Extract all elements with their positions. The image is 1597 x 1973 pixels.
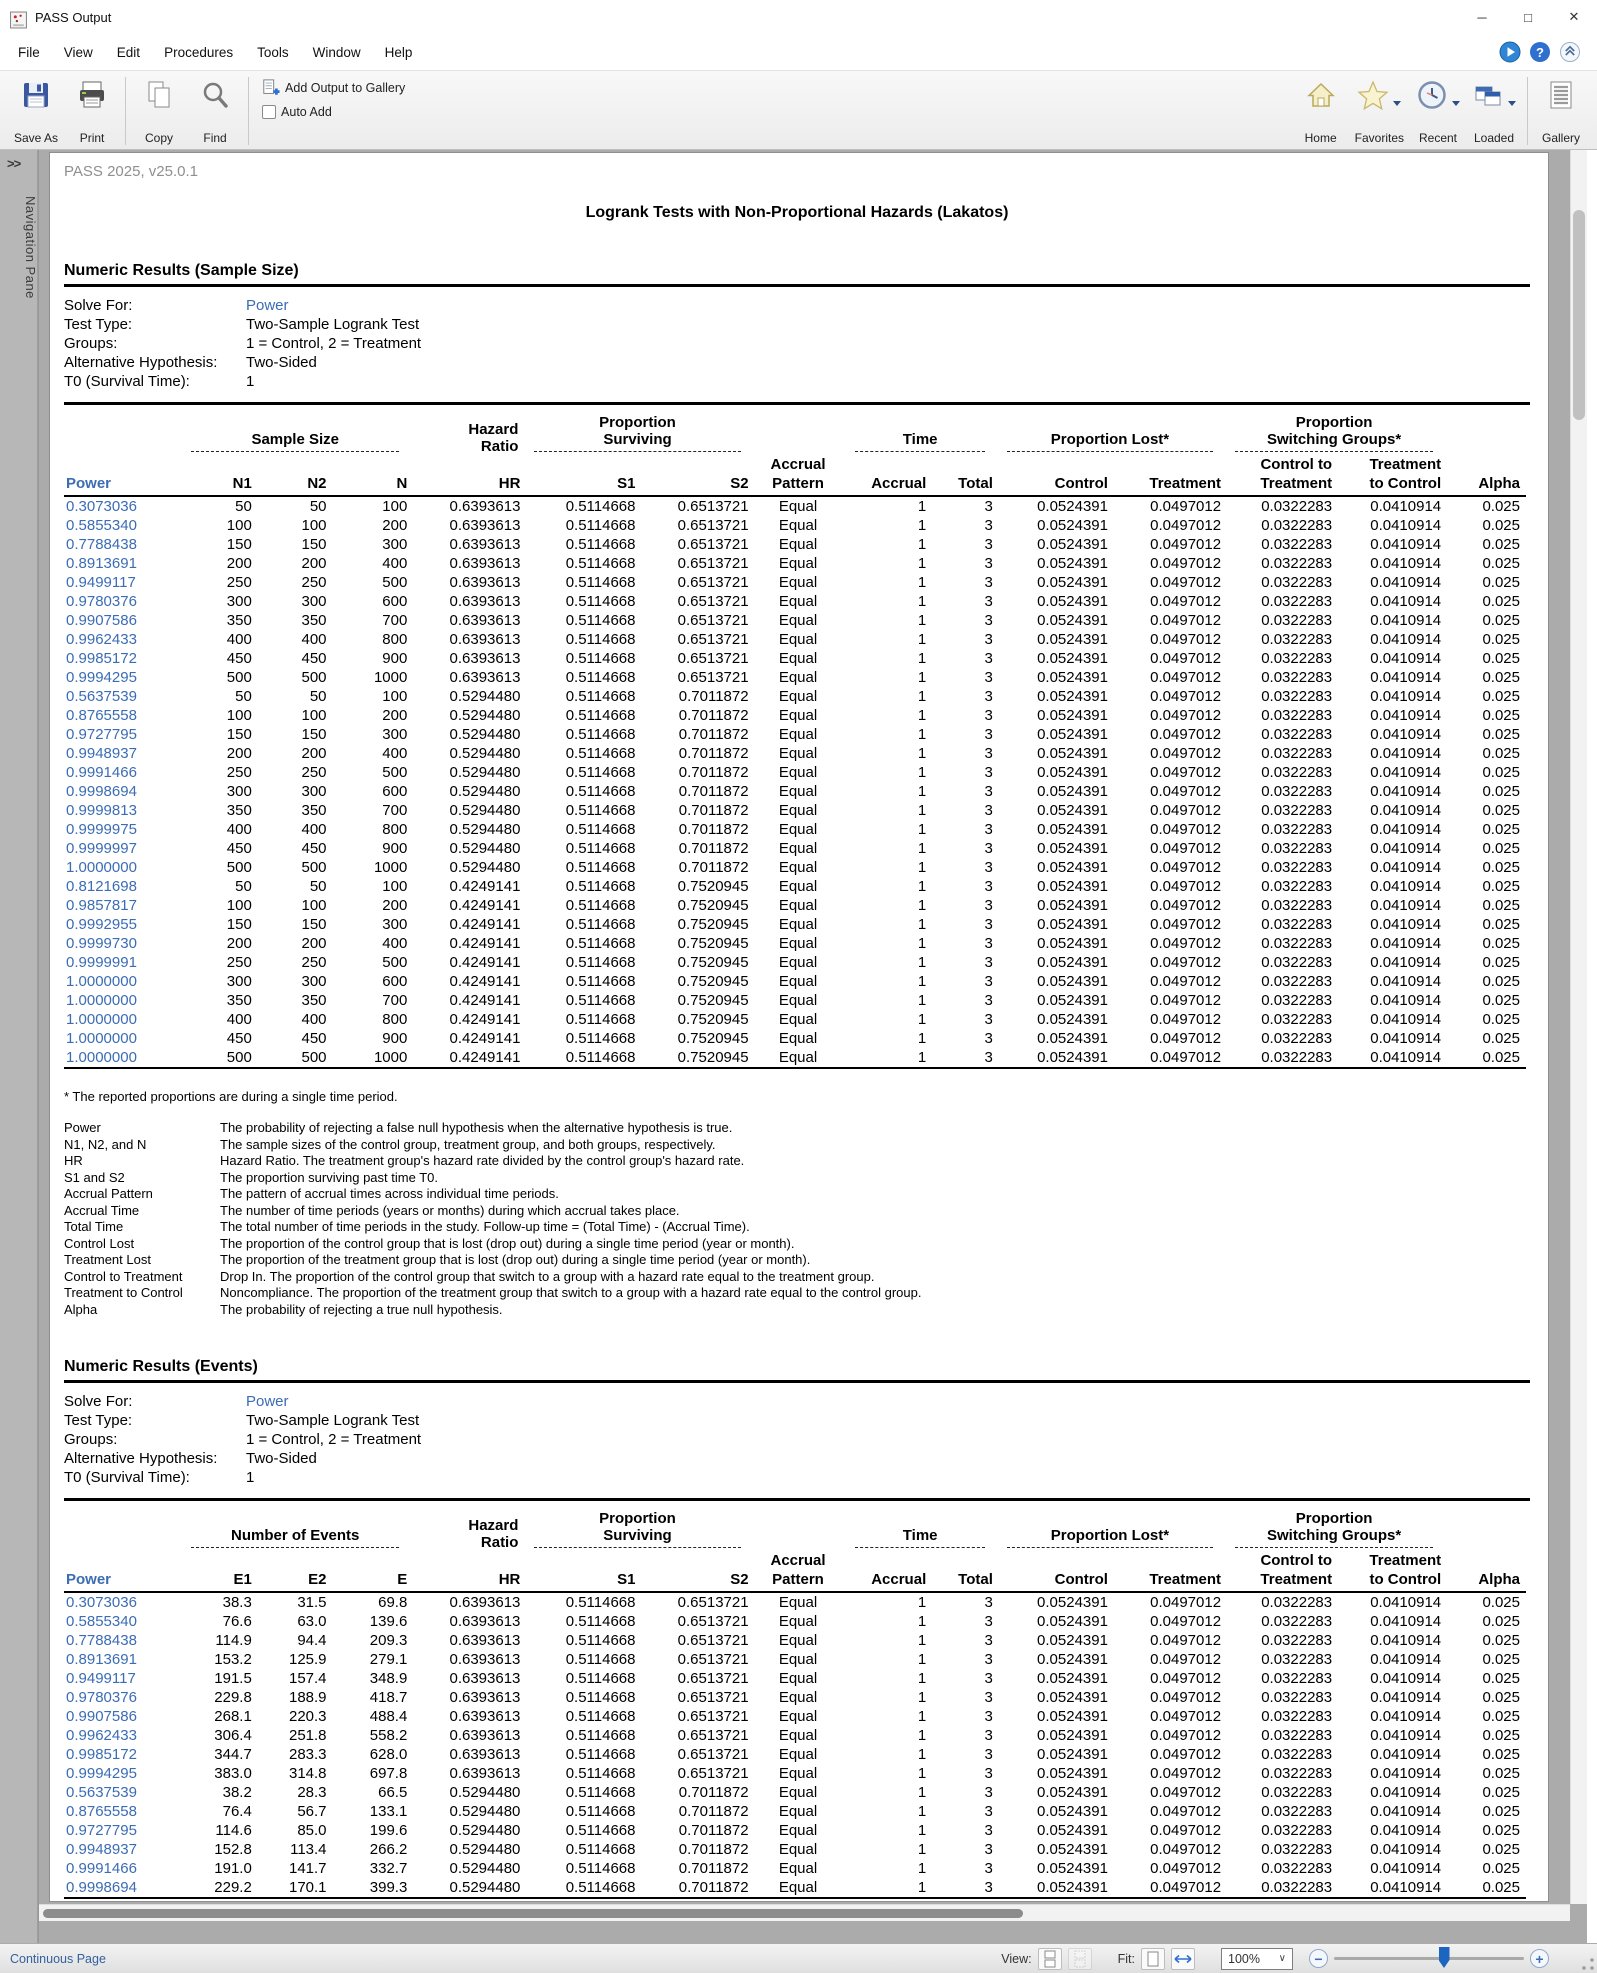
column-group-header: Hazard Ratio xyxy=(468,421,519,455)
table-row: 0.9780376 300 300 600 0.6393613 0.5114668 0.6513721 Equal 1 3 0.0524391 0.0497012 0.0322283 0.0410914 0.025 xyxy=(66,593,1520,610)
definition-row xyxy=(64,1252,1530,1269)
column-group-header: Number of Events xyxy=(183,1510,413,1551)
parameter-label: Test Type: xyxy=(64,1412,133,1429)
zoom-out-icon[interactable]: − xyxy=(1309,1949,1328,1968)
column-header: HR xyxy=(413,455,526,496)
windows-icon xyxy=(1472,79,1504,111)
menu-file[interactable]: File xyxy=(18,44,40,60)
parameter-row xyxy=(64,372,1530,391)
table-row: 0.9499117 250 250 500 0.6393613 0.5114668 0.6513721 Equal 1 3 0.0524391 0.0497012 0.0322283 0.0410914 0.025 xyxy=(66,574,1520,591)
parameter-row xyxy=(64,353,1530,372)
column-header: N1 xyxy=(183,455,258,496)
auto-add-option xyxy=(262,105,405,119)
definition-description: The sample sizes of the control group, treatment group, and both groups, respectively. xyxy=(220,1136,716,1152)
parameter-row xyxy=(64,1449,1530,1468)
column-group-header: Proportion Surviving xyxy=(526,414,754,455)
menu-bar xyxy=(0,34,1597,70)
collapse-ribbon-icon[interactable] xyxy=(1559,41,1581,63)
table-row: 0.9985172 344.7 283.3 628.0 0.6393613 0.5114668 0.6513721 Equal 1 3 0.0524391 0.0497012 0.0322283 0.0410914 0.025 xyxy=(66,1746,1520,1763)
gallery-button[interactable]: Gallery xyxy=(1533,75,1589,147)
navigation-pane-label: Navigation Pane xyxy=(23,196,38,299)
column-header: Treatment to Control xyxy=(1338,455,1447,496)
column-group-header xyxy=(755,414,848,455)
parameter-list xyxy=(64,296,1530,391)
app-icon[interactable] xyxy=(10,9,27,26)
column-header: Treatment to Control xyxy=(1338,1551,1447,1592)
menu-procedures[interactable]: Procedures xyxy=(164,44,234,60)
table-row: 0.5855340 76.6 63.0 139.6 0.6393613 0.5114668 0.6513721 Equal 1 3 0.0524391 0.0497012 0.0322283 0.0410914 0.025 xyxy=(66,1613,1520,1630)
print-icon xyxy=(76,79,108,111)
definition-row xyxy=(64,1219,1530,1236)
definition-term: Control Lost xyxy=(64,1235,135,1251)
table-row: 0.9857817 100 100 200 0.4249141 0.5114668 0.7520945 Equal 1 3 0.0524391 0.0497012 0.0322283 0.0410914 0.025 xyxy=(66,897,1520,914)
definition-term: Accrual Pattern xyxy=(64,1186,153,1201)
column-group-header xyxy=(755,1510,848,1551)
gallery-icon xyxy=(1545,79,1577,111)
help-icon[interactable] xyxy=(1529,41,1551,63)
table-row: 0.9499117 191.5 157.4 348.9 0.6393613 0.5114668 0.6513721 Equal 1 3 0.0524391 0.0497012 0.0322283 0.0410914 0.025 xyxy=(66,1670,1520,1687)
table-row: 0.9985172 450 450 900 0.6393613 0.5114668 0.6513721 Equal 1 3 0.0524391 0.0497012 0.0322283 0.0410914 0.025 xyxy=(66,650,1520,667)
parameter-value: 1 = Control, 2 = Treatment xyxy=(246,1431,422,1448)
definition-row xyxy=(64,1269,1530,1286)
table-row: 0.9999991 250 250 500 0.4249141 0.5114668 0.7520945 Equal 1 3 0.0524391 0.0497012 0.0322283 0.0410914 0.025 xyxy=(66,954,1520,971)
definition-description: The probability of rejecting a false null hypothesis when the alternative hypothesis is true. xyxy=(220,1120,733,1135)
parameter-value: Two-Sample Logrank Test xyxy=(246,1412,420,1429)
home-icon xyxy=(1305,79,1337,111)
chevron-down-icon[interactable] xyxy=(1393,101,1401,106)
add-output-label: Add Output to Gallery xyxy=(285,81,406,95)
definition-description: Hazard Ratio. The treatment group's hazard rate divided by the control group's hazard rate. xyxy=(220,1153,745,1168)
main-area xyxy=(0,150,1597,1943)
definition-description: The proportion of the control group that is lost (drop out) during a single time period (year or month). xyxy=(220,1235,795,1251)
column-header: Accrual Pattern xyxy=(755,455,848,496)
toolbar-separator xyxy=(248,77,249,145)
column-header: Alpha xyxy=(1447,455,1526,496)
table-row: 1.0000000 300 300 600 0.4249141 0.5114668 0.7520945 Equal 1 3 0.0524391 0.0497012 0.0322283 0.0410914 0.025 xyxy=(66,973,1520,990)
definition-description: The proportion surviving past time T0. xyxy=(220,1169,438,1185)
definition-row xyxy=(64,1186,1530,1203)
run-icon[interactable] xyxy=(1499,41,1521,63)
horizontal-scrollbar[interactable] xyxy=(39,1904,1570,1921)
horizontal-rule xyxy=(64,284,1530,287)
copy-icon xyxy=(143,79,175,111)
definition-description: Drop In. The proportion of the control group that switch to a group with a hazard rate equal to the treatment group. xyxy=(220,1268,875,1284)
table-row: 0.9907586 350 350 700 0.6393613 0.5114668 0.6513721 Equal 1 3 0.0524391 0.0497012 0.0322283 0.0410914 0.025 xyxy=(66,612,1520,629)
column-header: Accrual xyxy=(847,1551,932,1592)
output-page xyxy=(49,152,1549,1902)
definition-term: Treatment to Control xyxy=(64,1285,183,1300)
column-group-header: Proportion Surviving xyxy=(526,1510,754,1551)
view-single-page-icon[interactable] xyxy=(1068,1948,1092,1970)
copy-button[interactable]: Copy xyxy=(131,75,187,147)
column-group-header: Proportion Lost* xyxy=(999,1510,1227,1551)
table-row: 0.9962433 400 400 800 0.6393613 0.5114668 0.6513721 Equal 1 3 0.0524391 0.0497012 0.0322283 0.0410914 0.025 xyxy=(66,631,1520,648)
table-row: 0.8913691 200 200 400 0.6393613 0.5114668 0.6513721 Equal 1 3 0.0524391 0.0497012 0.0322283 0.0410914 0.025 xyxy=(66,555,1520,572)
menu-window[interactable]: Window xyxy=(312,44,361,60)
horizontal-rule xyxy=(64,1498,1530,1501)
zoom-slider-thumb[interactable] xyxy=(1439,1947,1450,1968)
definition-term: S1 and S2 xyxy=(64,1169,125,1185)
report-sections xyxy=(64,262,1530,1899)
column-group-header xyxy=(1447,414,1526,455)
toolbar-separator xyxy=(125,77,126,145)
table-row: 0.9991466 250 250 500 0.5294480 0.5114668 0.7011872 Equal 1 3 0.0524391 0.0497012 0.0322283 0.0410914 0.025 xyxy=(66,764,1520,781)
chevron-down-icon[interactable] xyxy=(1452,101,1460,106)
auto-add-checkbox[interactable] xyxy=(262,105,276,119)
table-row: 0.9999813 350 350 700 0.5294480 0.5114668 0.7011872 Equal 1 3 0.0524391 0.0497012 0.0322283 0.0410914 0.025 xyxy=(66,802,1520,819)
chevron-down-icon: ∨ xyxy=(1278,1953,1286,1964)
column-header: Control xyxy=(999,1551,1114,1592)
save-icon xyxy=(20,79,52,111)
document-viewport xyxy=(38,150,1587,1943)
chevron-down-icon[interactable] xyxy=(1508,101,1516,106)
auto-add-label: Auto Add xyxy=(281,105,332,119)
table-row: 0.9780376 229.8 188.9 418.7 0.6393613 0.5114668 0.6513721 Equal 1 3 0.0524391 0.0497012 0.0322283 0.0410914 0.025 xyxy=(66,1689,1520,1706)
home-button[interactable]: Home xyxy=(1293,75,1349,147)
table-row: 0.8765558 76.4 56.7 133.1 0.5294480 0.5114668 0.7011872 Equal 1 3 0.0524391 0.0497012 0.0322283 0.0410914 0.025 xyxy=(66,1803,1520,1820)
definition-term: Accrual Time xyxy=(64,1202,140,1218)
column-group-header: Time xyxy=(847,1510,998,1551)
column-header: Total xyxy=(932,1551,999,1592)
table-row: 0.8765558 100 100 200 0.5294480 0.5114668 0.7011872 Equal 1 3 0.0524391 0.0497012 0.0322283 0.0410914 0.025 xyxy=(66,707,1520,724)
parameter-label: Test Type: xyxy=(64,316,133,333)
column-header: E xyxy=(333,1551,414,1592)
table-row: 0.9999997 450 450 900 0.5294480 0.5114668 0.7011872 Equal 1 3 0.0524391 0.0497012 0.0322283 0.0410914 0.025 xyxy=(66,840,1520,857)
table-row: 0.7788438 150 150 300 0.6393613 0.5114668 0.6513721 Equal 1 3 0.0524391 0.0497012 0.0322283 0.0410914 0.025 xyxy=(66,536,1520,553)
section-heading: Numeric Results (Sample Size) xyxy=(64,262,299,279)
svg-text:?: ? xyxy=(1536,45,1544,60)
column-header: S2 xyxy=(642,455,755,496)
parameter-value: Two-Sample Logrank Test xyxy=(246,316,420,333)
table-row: 0.5637539 50 50 100 0.5294480 0.5114668 0.7011872 Equal 1 3 0.0524391 0.0497012 0.0322283 0.0410914 0.025 xyxy=(66,688,1520,705)
table-row: 1.0000000 500 500 1000 0.5294480 0.5114668 0.7011872 Equal 1 3 0.0524391 0.0497012 0.0322283 0.0410914 0.025 xyxy=(66,859,1520,876)
page-mode-status: Continuous Page xyxy=(10,1951,106,1966)
find-button[interactable]: Find xyxy=(187,75,243,147)
definition-description: The probability of rejecting a true null hypothesis. xyxy=(220,1301,503,1317)
view-continuous-icon[interactable] xyxy=(1038,1948,1062,1970)
parameter-label: T0 (Survival Time): xyxy=(64,1469,190,1486)
table-row: 1.0000000 500 500 1000 0.4249141 0.5114668 0.7520945 Equal 1 3 0.0524391 0.0497012 0.0322283 0.0410914 0.025 xyxy=(66,1049,1520,1066)
definition-description: The total number of time periods in the study. Follow-up time = (Total Time) - (Accrual Time). xyxy=(220,1219,750,1234)
parameter-label: T0 (Survival Time): xyxy=(64,373,190,390)
parameter-row xyxy=(64,296,1530,315)
definition-row xyxy=(64,1236,1530,1253)
table-row: 0.5855340 100 100 200 0.6393613 0.5114668 0.6513721 Equal 1 3 0.0524391 0.0497012 0.0322283 0.0410914 0.025 xyxy=(66,517,1520,534)
parameter-row xyxy=(64,1430,1530,1449)
parameter-value: Power xyxy=(246,1393,289,1410)
table-row: 0.9727795 114.6 85.0 199.6 0.5294480 0.5114668 0.7011872 Equal 1 3 0.0524391 0.0497012 0.0322283 0.0410914 0.025 xyxy=(66,1822,1520,1839)
table-row: 0.9948937 152.8 113.4 266.2 0.5294480 0.5114668 0.7011872 Equal 1 3 0.0524391 0.0497012 0.0322283 0.0410914 0.025 xyxy=(66,1841,1520,1858)
definition-term: Power xyxy=(64,1120,101,1135)
definition-term: Alpha xyxy=(64,1301,98,1317)
close-icon[interactable]: ✕ xyxy=(1568,9,1580,24)
column-header: Total xyxy=(932,455,999,496)
column-header: Alpha xyxy=(1447,1551,1526,1592)
table-row: 0.9992955 150 150 300 0.4249141 0.5114668 0.7520945 Equal 1 3 0.0524391 0.0497012 0.0322283 0.0410914 0.025 xyxy=(66,916,1520,933)
parameter-label: Groups: xyxy=(64,335,118,352)
column-header: S1 xyxy=(526,455,641,496)
definition-term: N1, N2, and N xyxy=(64,1136,147,1152)
table-row: 0.9998694 300 300 600 0.5294480 0.5114668 0.7011872 Equal 1 3 0.0524391 0.0497012 0.0322283 0.0410914 0.025 xyxy=(66,783,1520,800)
horizontal-scrollbar-thumb[interactable] xyxy=(43,1909,1023,1918)
pass-version: PASS 2025, v25.0.1 xyxy=(64,163,198,180)
fit-page-icon[interactable] xyxy=(1141,1948,1165,1970)
parameter-label: Solve For: xyxy=(64,297,133,314)
table-row: 0.8121698 50 50 100 0.4249141 0.5114668 0.7520945 Equal 1 3 0.0524391 0.0497012 0.0322283 0.0410914 0.025 xyxy=(66,878,1520,895)
clock-button[interactable]: Recent xyxy=(1410,75,1466,147)
definition-row xyxy=(64,1153,1530,1170)
clock-icon xyxy=(1416,79,1448,111)
table-footnote: * The reported proportions are during a single time period. xyxy=(64,1089,398,1104)
parameter-value: Two-Sided xyxy=(246,354,317,371)
star-button[interactable]: Favorites xyxy=(1349,75,1410,147)
column-header: E1 xyxy=(183,1551,258,1592)
column-header: Control to Treatment xyxy=(1227,455,1338,496)
definition-description: The number of time periods (years or months) during which accrual takes place. xyxy=(220,1202,680,1218)
zoom-value: 100% xyxy=(1228,1951,1260,1966)
column-header-power: Power xyxy=(64,1551,183,1592)
save-button[interactable]: Save As xyxy=(8,75,64,147)
table-row: 0.9991466 191.0 141.7 332.7 0.5294480 0.5114668 0.7011872 Equal 1 3 0.0524391 0.0497012 0.0322283 0.0410914 0.025 xyxy=(66,1860,1520,1877)
parameter-row xyxy=(64,1392,1530,1411)
table-row: 0.3073036 38.3 31.5 69.8 0.6393613 0.5114668 0.6513721 Equal 1 3 0.0524391 0.0497012 0.0322283 0.0410914 0.025 xyxy=(66,1594,1520,1611)
resize-grip[interactable] xyxy=(1581,1957,1595,1971)
star-icon xyxy=(1357,79,1389,111)
column-group-header: Time xyxy=(847,414,998,455)
table-row: 0.8913691 153.2 125.9 279.1 0.6393613 0.5114668 0.6513721 Equal 1 3 0.0524391 0.0497012 0.0322283 0.0410914 0.025 xyxy=(66,1651,1520,1668)
menu-view[interactable]: View xyxy=(63,44,93,60)
column-header-power: Power xyxy=(64,455,183,496)
minimize-icon[interactable]: ─ xyxy=(1477,9,1487,25)
table-row: 0.3073036 50 50 100 0.6393613 0.5114668 0.6513721 Equal 1 3 0.0524391 0.0497012 0.0322283 0.0410914 0.025 xyxy=(66,498,1520,515)
toolbar xyxy=(0,70,1597,150)
zoom-slider-track[interactable] xyxy=(1334,1957,1524,1960)
table-row: 0.9962433 306.4 251.8 558.2 0.6393613 0.5114668 0.6513721 Equal 1 3 0.0524391 0.0497012 0.0322283 0.0410914 0.025 xyxy=(66,1727,1520,1744)
menu-items xyxy=(6,38,424,67)
zoom-slider xyxy=(1309,1949,1549,1968)
menu-edit[interactable]: Edit xyxy=(116,44,141,60)
report-title: Logrank Tests with Non-Proportional Hazards (Lakatos) xyxy=(585,204,1009,221)
toolbar-right xyxy=(1293,75,1589,147)
vertical-scrollbar[interactable] xyxy=(1570,150,1587,1904)
add-output-icon xyxy=(262,79,280,97)
table-row: 0.9994295 500 500 1000 0.6393613 0.5114668 0.6513721 Equal 1 3 0.0524391 0.0497012 0.0322283 0.0410914 0.025 xyxy=(66,669,1520,686)
parameter-value: Two-Sided xyxy=(246,1450,317,1467)
table-row: 0.9948937 200 200 400 0.5294480 0.5114668 0.7011872 Equal 1 3 0.0524391 0.0497012 0.0322283 0.0410914 0.025 xyxy=(66,745,1520,762)
parameter-row xyxy=(64,1411,1530,1430)
maximize-icon[interactable]: □ xyxy=(1524,9,1532,25)
zoom-in-icon[interactable]: + xyxy=(1530,1949,1549,1968)
parameter-label: Alternative Hypothesis: xyxy=(64,1450,218,1467)
horizontal-rule xyxy=(64,402,1530,405)
definition-term: Total Time xyxy=(64,1219,124,1234)
fit-label: Fit: xyxy=(1117,1951,1135,1966)
column-header: Accrual Pattern xyxy=(755,1551,848,1592)
view-label: View: xyxy=(1001,1951,1032,1966)
numeric-results-table xyxy=(64,1510,1526,1899)
fit-width-icon[interactable] xyxy=(1171,1948,1195,1970)
table-row: 0.9994295 383.0 314.8 697.8 0.6393613 0.5114668 0.6513721 Equal 1 3 0.0524391 0.0497012 0.0322283 0.0410914 0.025 xyxy=(66,1765,1520,1782)
parameter-value: 1 xyxy=(246,1469,255,1486)
table-row: 1.0000000 400 400 800 0.4249141 0.5114668 0.7520945 Equal 1 3 0.0524391 0.0497012 0.0322283 0.0410914 0.025 xyxy=(66,1011,1520,1028)
horizontal-rule xyxy=(64,1380,1530,1383)
column-group-header: Hazard Ratio xyxy=(468,1517,519,1551)
menu-tools[interactable]: Tools xyxy=(257,44,289,60)
column-header: Control xyxy=(999,455,1114,496)
column-header: Treatment xyxy=(1114,455,1227,496)
parameter-value: Power xyxy=(246,297,289,314)
parameter-row xyxy=(64,1468,1530,1487)
column-header: HR xyxy=(413,1551,526,1592)
section-heading: Numeric Results (Events) xyxy=(64,1358,258,1375)
column-group-header: Proportion Switching Groups* xyxy=(1227,1510,1447,1551)
column-header: S2 xyxy=(641,1551,754,1592)
table-row: 0.7788438 114.9 94.4 209.3 0.6393613 0.5114668 0.6513721 Equal 1 3 0.0524391 0.0497012 0.0322283 0.0410914 0.025 xyxy=(66,1632,1520,1649)
navigation-pane-collapsed xyxy=(0,150,38,1943)
page-content xyxy=(50,153,1548,1899)
column-group-header: Sample Size xyxy=(183,414,413,455)
definition-term: Control to Treatment xyxy=(64,1268,183,1284)
parameter-row xyxy=(64,315,1530,334)
table-row: 0.9907586 268.1 220.3 488.4 0.6393613 0.5114668 0.6513721 Equal 1 3 0.0524391 0.0497012 0.0322283 0.0410914 0.025 xyxy=(66,1708,1520,1725)
definition-term: Treatment Lost xyxy=(64,1252,151,1267)
parameter-label: Alternative Hypothesis: xyxy=(64,354,218,371)
section-sample-size xyxy=(64,262,1530,1318)
table-row: 0.5637539 38.2 28.3 66.5 0.5294480 0.5114668 0.7011872 Equal 1 3 0.0524391 0.0497012 0.0322283 0.0410914 0.025 xyxy=(66,1784,1520,1801)
definition-description: The proportion of the treatment group that is lost (drop out) during a single time period (year or month). xyxy=(220,1252,811,1267)
definition-row xyxy=(64,1170,1530,1187)
title-bar xyxy=(0,0,1597,34)
definition-term: HR xyxy=(64,1153,83,1168)
definition-row xyxy=(64,1285,1530,1302)
zoom-level-select[interactable] xyxy=(1221,1948,1293,1970)
parameter-list xyxy=(64,1392,1530,1487)
section-events xyxy=(64,1358,1530,1899)
column-group-header: Proportion Switching Groups* xyxy=(1227,414,1447,455)
toolbar-separator xyxy=(1527,77,1528,145)
table-row: 0.9727795 150 150 300 0.5294480 0.5114668 0.7011872 Equal 1 3 0.0524391 0.0497012 0.0322283 0.0410914 0.025 xyxy=(66,726,1520,743)
table-row: 1.0000000 350 350 700 0.4249141 0.5114668 0.7520945 Equal 1 3 0.0524391 0.0497012 0.0322283 0.0410914 0.025 xyxy=(66,992,1520,1009)
column-header: E2 xyxy=(258,1551,333,1592)
definition-row xyxy=(64,1302,1530,1319)
definition-row xyxy=(64,1120,1530,1137)
parameter-label: Solve For: xyxy=(64,1393,133,1410)
column-header: Control to Treatment xyxy=(1227,1551,1338,1592)
vertical-scrollbar-thumb[interactable] xyxy=(1573,210,1585,420)
table-row: 0.9999730 200 200 400 0.4249141 0.5114668 0.7520945 Equal 1 3 0.0524391 0.0497012 0.0322283 0.0410914 0.025 xyxy=(66,935,1520,952)
parameter-row xyxy=(64,334,1530,353)
menu-help[interactable]: Help xyxy=(384,44,413,60)
parameter-value: 1 = Control, 2 = Treatment xyxy=(246,335,422,352)
expand-nav-pane-icon[interactable]: >> xyxy=(7,156,21,171)
column-header: Treatment xyxy=(1114,1551,1227,1592)
parameter-value: 1 xyxy=(246,373,255,390)
column-header: N2 xyxy=(258,455,333,496)
status-bar xyxy=(0,1943,1597,1973)
add-output-to-gallery-button[interactable] xyxy=(262,79,405,97)
window-title: PASS Output xyxy=(35,9,112,25)
table-row: 0.9998694 229.2 170.1 399.3 0.5294480 0.5114668 0.7011872 Equal 1 3 0.0524391 0.0497012 0.0322283 0.0410914 0.025 xyxy=(66,1879,1520,1896)
table-row: 1.0000000 450 450 900 0.4249141 0.5114668 0.7520945 Equal 1 3 0.0524391 0.0497012 0.0322283 0.0410914 0.025 xyxy=(66,1030,1520,1047)
definition-row xyxy=(64,1203,1530,1220)
column-group-header: Proportion Lost* xyxy=(999,414,1227,455)
column-header: N xyxy=(333,455,414,496)
status-bar-right xyxy=(1001,1948,1549,1970)
add-output-block xyxy=(254,75,413,147)
definition-row xyxy=(64,1137,1530,1154)
parameter-label: Groups: xyxy=(64,1431,118,1448)
column-header: S1 xyxy=(526,1551,641,1592)
table-row: 0.9999975 400 400 800 0.5294480 0.5114668 0.7011872 Equal 1 3 0.0524391 0.0497012 0.0322283 0.0410914 0.025 xyxy=(66,821,1520,838)
definition-description: The pattern of accrual times across individual time periods. xyxy=(220,1186,559,1201)
definitions-list xyxy=(64,1120,1530,1318)
numeric-results-table xyxy=(64,414,1526,1069)
find-icon xyxy=(199,79,231,111)
definition-description: Noncompliance. The proportion of the treatment group that switch to a group with a hazard rate equal to the control group. xyxy=(220,1285,922,1300)
column-header: Accrual xyxy=(847,455,932,496)
windows-button[interactable]: Loaded xyxy=(1466,75,1522,147)
column-group-header xyxy=(1447,1510,1526,1551)
menu-bar-right xyxy=(1499,41,1591,63)
print-button[interactable]: Print xyxy=(64,75,120,147)
